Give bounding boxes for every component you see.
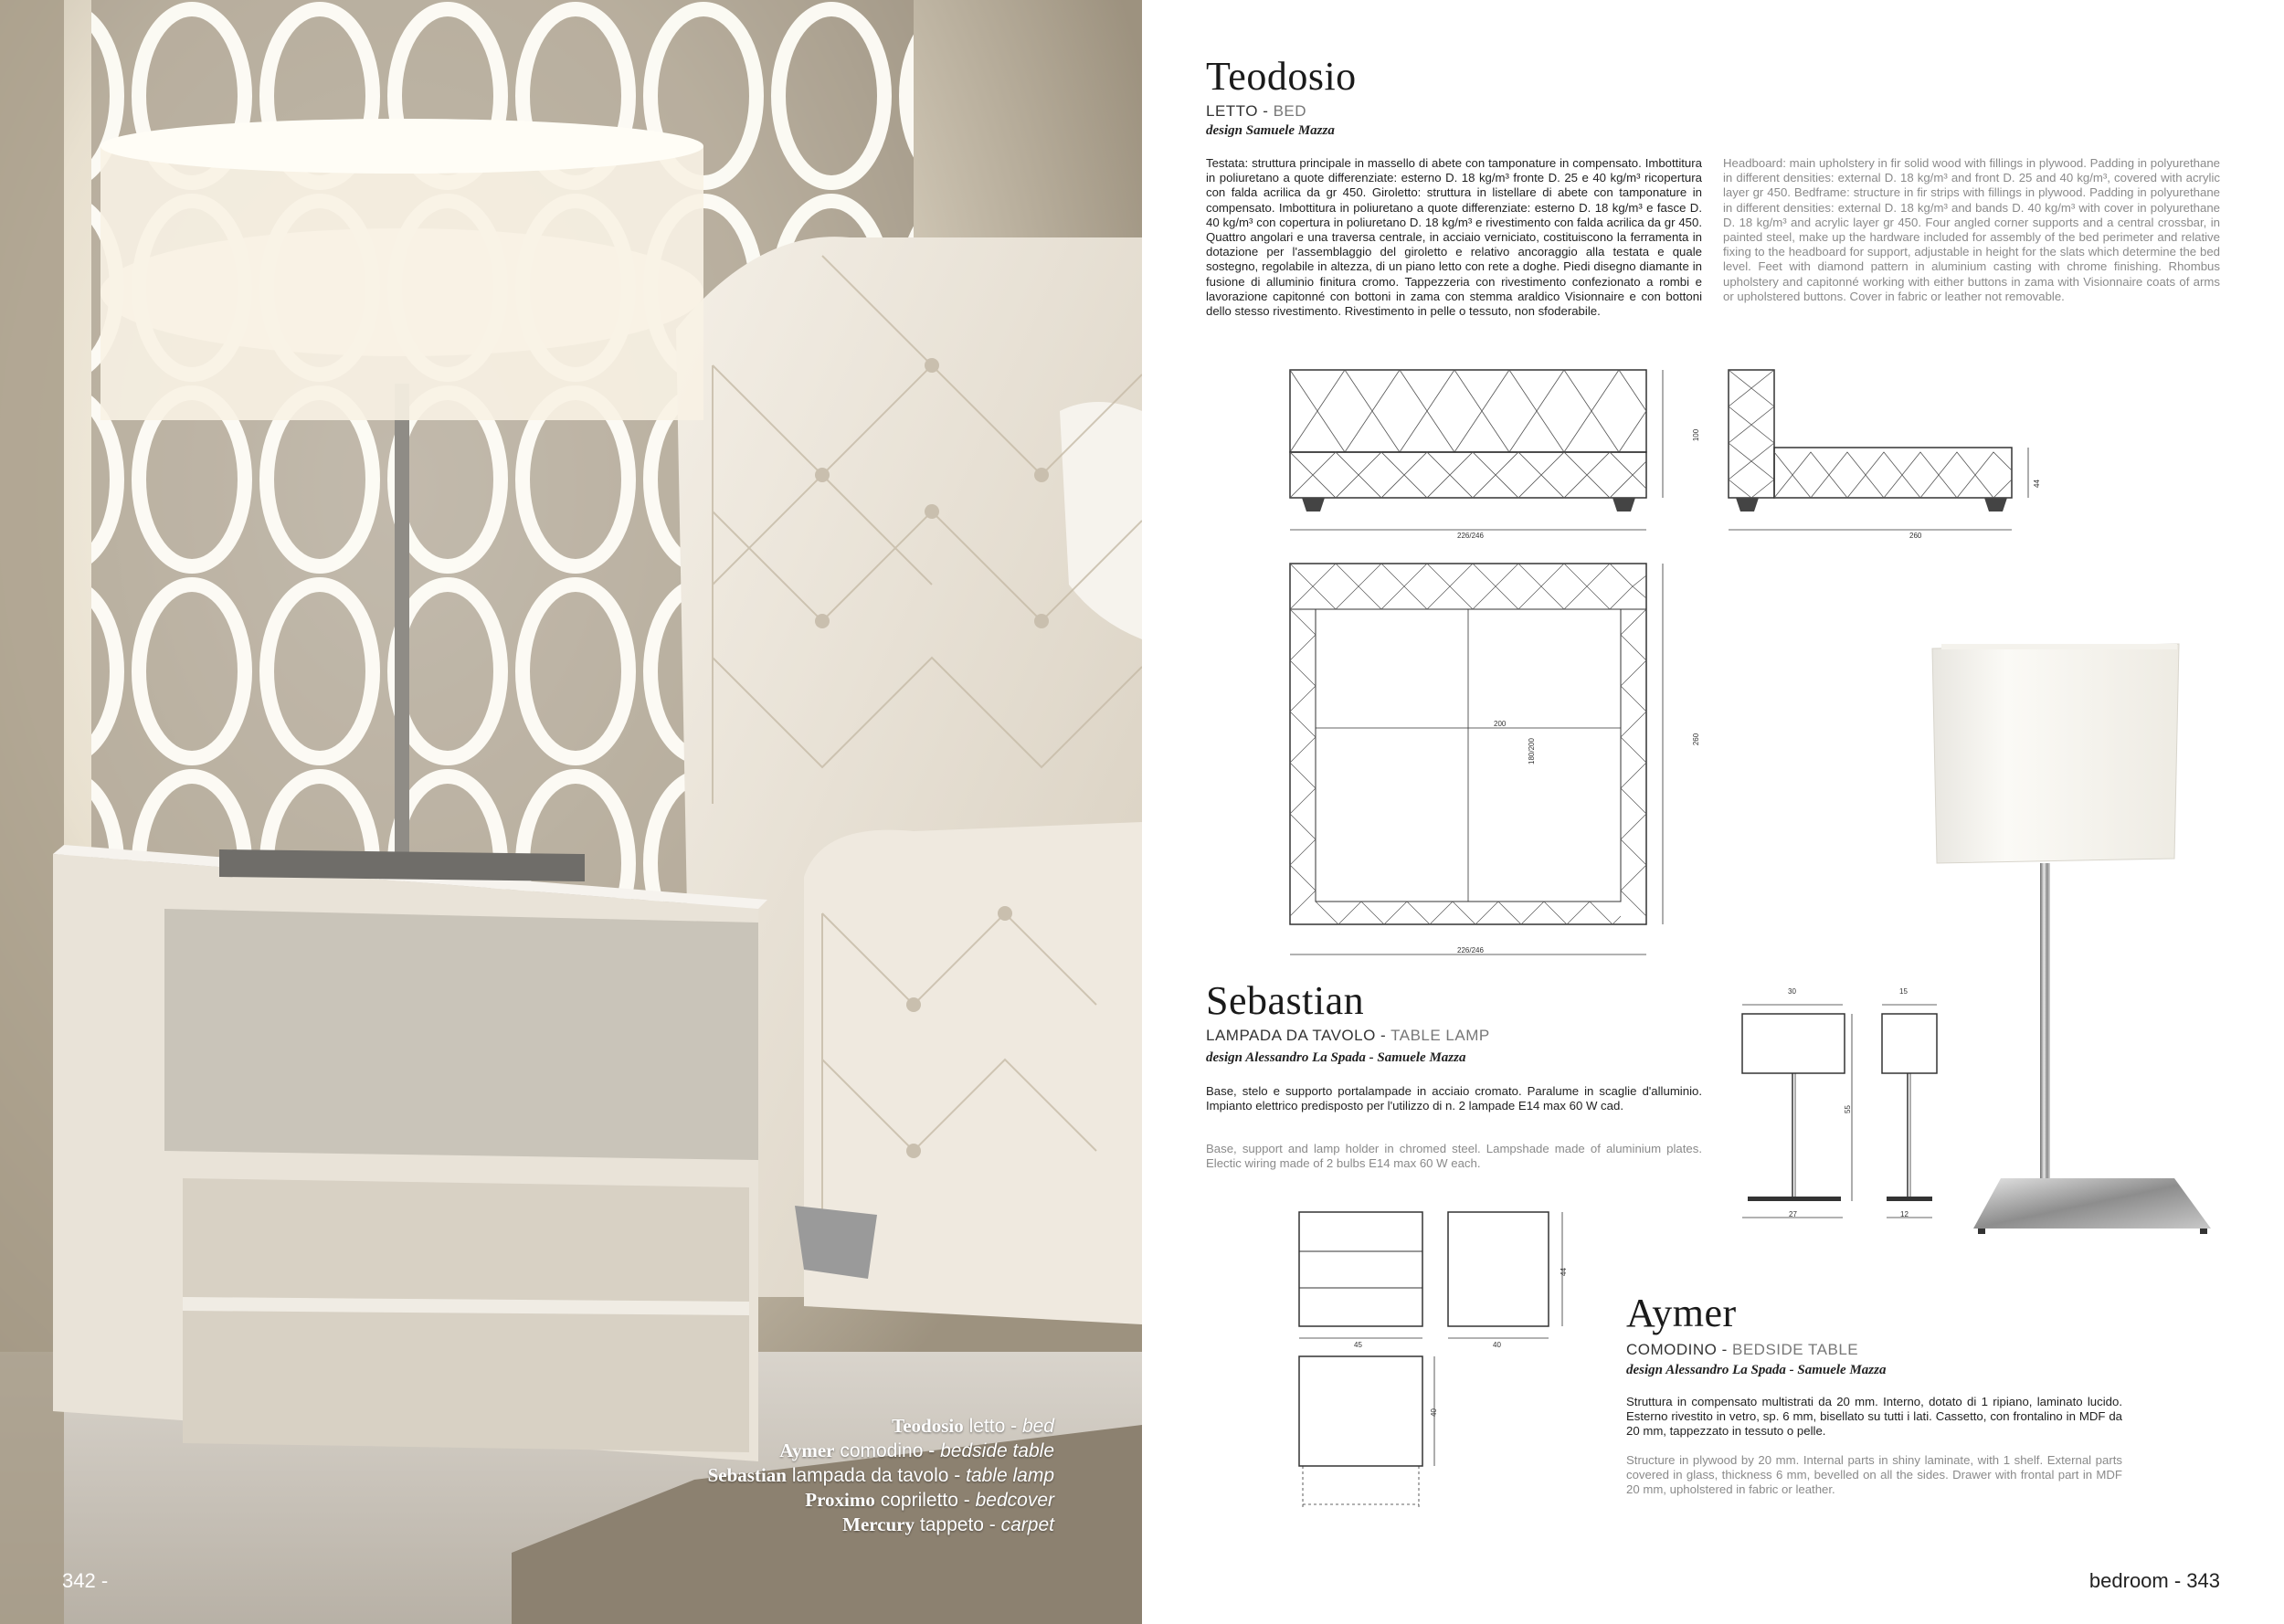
description-en-aymer: Structure in plywood by 20 mm. Internal parts in shiny laminate, with 1 shelf. External parts covered in glass, thickness 6 mm, bevelled on all the sides. Drawer with frontal part in MDF 20 mm, upholstered in fabric or leather. bbox=[1626, 1453, 2122, 1497]
product-category-sebastian: LAMPADA DA TAVOLO - TABLE LAMP bbox=[1206, 1027, 1490, 1044]
caption-line: Mercury tappeto - carpet bbox=[842, 1513, 1054, 1535]
product-category-aymer: COMODINO - BEDSIDE TABLE bbox=[1626, 1341, 1859, 1358]
dim-label: 12 bbox=[1900, 1210, 1909, 1218]
designer-teodosio: design Samuele Mazza bbox=[1206, 123, 1335, 138]
description-en-sebastian: Base, support and lamp holder in chromed steel. Lampshade made of aluminium plates. Electic wiring made of 2 bulbs E14 max 60 W each. bbox=[1206, 1142, 1702, 1171]
dim-label: 180/200 bbox=[1527, 738, 1536, 765]
description-it-sebastian: Base, stelo e supporto portalampade in acciaio cromato. Paralume in scaglie d'alluminio. Impianto elettrico predisposto per l'utilizzo di n. 2 lampade E14 max 60 W cad. bbox=[1206, 1084, 1702, 1113]
product-title-aymer: Aymer bbox=[1626, 1291, 1737, 1335]
description-it-teodosio: Testata: struttura principale in massello di abete con tamponature in compensato. Imbottitura in poliuretano a quote differenziate: esterno D. 18 kg/m³ fronte D. 25 e 40 kg/m³ ricopertura con falda acrilica da gr 450. Giroletto: struttura in listellare di abete con tamponature in compensato. Imbottitura in poliuretano a quote differenziate: esterno D. 18 kg/m³ e fasce D. 40 kg/m³ con copertura in poliuretano D. 18 kg/m³ e rivestimento con falda acrilica da gr 450. Quattro angolari e una traversa centrale, in acciaio verniciato, costituiscono la ferramenta in dotazione per l'assemblaggio del giroletto e relativo ancoraggio alla testata e quale sostegno, regolabile in altezza, di un piano letto con rete a doghe. Piedi disegno diamante in fusione di alluminio finitura cromo. Tappezzeria con rivestimento confezionato a rombi e lavorazione capitonné con bottoni in zama con stemma araldico Visionnaire e con bottoni dello stesso rivestimento. Rivestimento in pelle o tessuto, non sfoderabile. bbox=[1206, 156, 1702, 319]
page-number-left: 342 - bbox=[62, 1569, 109, 1592]
dim-label: 44 bbox=[1559, 1268, 1568, 1276]
dim-label: 260 bbox=[1692, 733, 1701, 746]
bed-front-drawing bbox=[1288, 365, 1654, 548]
caption-line: Sebastian lampada da tavolo - table lamp bbox=[707, 1464, 1054, 1486]
dim-label: 226/246 bbox=[1457, 946, 1484, 954]
dim-label: 55 bbox=[1843, 1105, 1852, 1113]
bedside-table-drawing bbox=[1297, 1210, 1507, 1512]
product-title-teodosio: Teodosio bbox=[1206, 54, 1357, 99]
caption-line: Aymer comodino - bedside table bbox=[779, 1439, 1054, 1461]
photo-caption bbox=[708, 1414, 1054, 1537]
description-en-teodosio: Headboard: main upholstery in fir solid wood with fillings in plywood. Padding in polyurethane in different densities: external D. 18 kg/m³ and front D. 25 and 40 kg/m³, covered with acrylic layer gr 450. Bedframe: structure in fir strips with fillings in plywood. Padding in polyurethane in different densities: external D. 18 kg/m³ and bands D. 40 kg/m³ with cover in polyurethane D. 18 kg/m³ and acrylic layer gr 450. Four angled corner supports and a central crossbar, in painted steel, make up the hardware included for assembly of the bed perimeter and relative fixing to the headboard for support, adjustable in height for the slats which determine the bed level. Feet with diamond pattern in aluminium casting with chrome finishing. Rhombus upholstery and capitonné working with either buttons in zama with Visionnaire coats of arms or upholstered buttons. Cover in fabric or leather not removable. bbox=[1723, 156, 2220, 303]
dim-label: 44 bbox=[2032, 480, 2041, 488]
description-it-aymer: Struttura in compensato multistrati da 20 mm. Interno, dotato di 1 ripiano, laminato lucido. Esterno rivestito in vetro, sp. 6 mm, bisellato su tutti i lati. Cassetto, con frontalino in MDF da 20 mm, tappezzato in tessuto o pelle. bbox=[1626, 1395, 2122, 1439]
lamp-product-photo bbox=[1909, 639, 2238, 1279]
dim-label: 40 bbox=[1429, 1408, 1438, 1417]
dim-label: 226/246 bbox=[1457, 532, 1484, 540]
dim-label: 45 bbox=[1354, 1341, 1362, 1349]
catalog-page bbox=[1142, 0, 2284, 1624]
product-category-teodosio: LETTO - BED bbox=[1206, 102, 1307, 120]
product-title-sebastian: Sebastian bbox=[1206, 978, 1365, 1023]
bed-top-drawing bbox=[1288, 562, 1672, 964]
dim-label: 15 bbox=[1899, 987, 1908, 996]
dim-label: 40 bbox=[1493, 1341, 1501, 1349]
page-number-right: bedroom - 343 bbox=[2088, 1569, 2220, 1592]
bed-side-drawing bbox=[1727, 365, 2019, 548]
caption-line: Teodosio letto - bed bbox=[892, 1415, 1054, 1437]
dim-label: 100 bbox=[1692, 428, 1701, 442]
dim-label: 30 bbox=[1788, 987, 1796, 996]
designer-aymer: design Alessandro La Spada - Samuele Mazza bbox=[1626, 1363, 1887, 1377]
dim-label: 27 bbox=[1789, 1210, 1797, 1218]
caption-line: Proximo copriletto - bedcover bbox=[805, 1489, 1054, 1511]
dim-label: 260 bbox=[1909, 532, 1922, 540]
dim-label: 200 bbox=[1494, 720, 1507, 728]
designer-sebastian: design Alessandro La Spada - Samuele Mazza bbox=[1206, 1050, 1466, 1065]
